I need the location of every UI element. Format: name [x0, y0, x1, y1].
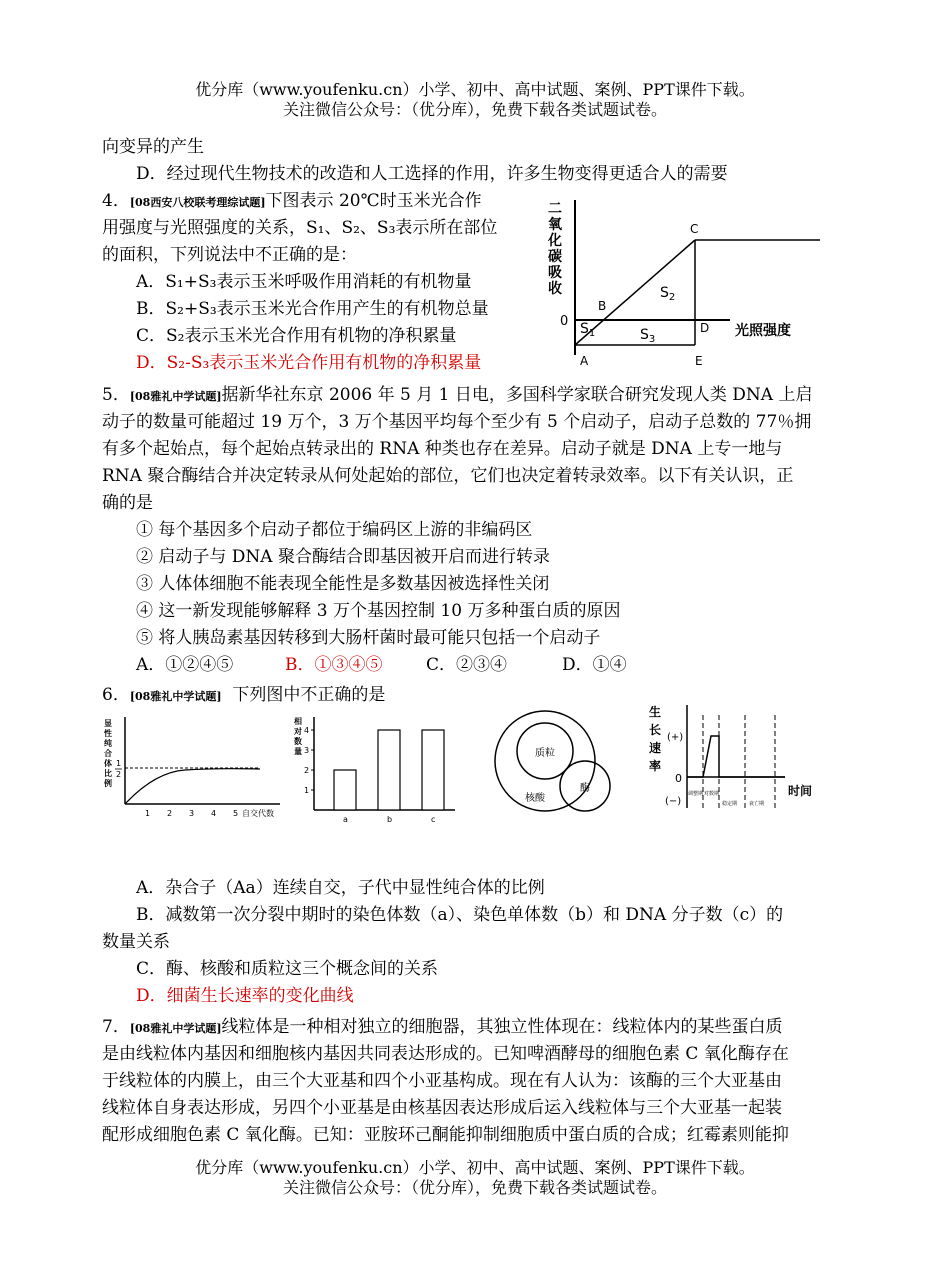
- q6-figa-curve: [125, 769, 260, 804]
- q4-graph-ylabel-2: 氧: [548, 217, 562, 233]
- q7-stem-line3: 于线粒体的内膜上，由三个大亚基和四个小亚基构成。现在有人认为：该酶的三个大亚基由: [102, 1071, 782, 1091]
- q6-figa-ylabel-5: 体: [104, 759, 112, 768]
- q6-figa-ylabel-7: 例: [104, 779, 112, 788]
- q4-graph-s3: $S_3$: [640, 327, 656, 345]
- q6-stem-line: [102, 682, 385, 710]
- q4-stem-line2: 用强度与光照强度的关系，S₁、S₂、S₃表示所在部位: [102, 218, 498, 238]
- q5-stem-line3: 有多个起始点，每个起始点转录出的 RNA 种类也存在差异。启动子就是 DNA 上专一地与: [102, 439, 783, 459]
- q7-source-tag: [08雅礼中学试题]: [129, 1022, 222, 1035]
- q5-stem-text: 据新华社东京 2006 年 5 月 1 日电，多国科学家联合研究发现人类 DNA 上启: [221, 385, 813, 405]
- page-footer-line2: 关注微信公众号：（优分库），免费下载各类试题试卷。: [282, 1178, 667, 1197]
- q5-statement-1: ① 每个基因多个启动子都位于编码区上游的非编码区: [136, 520, 533, 540]
- q5-statement-2: ② 启动子与 DNA 聚合酶结合即基因被开启而进行转录: [136, 547, 550, 567]
- q6-figd-xlabel: 时间: [788, 784, 813, 798]
- q6-figb-category-c: c: [431, 815, 436, 824]
- prev-option-d: D．经过现代生物技术的改造和人工选择的作用，许多生物变得更适合人的需要: [136, 164, 728, 184]
- q6-figb-ytick: 2: [304, 766, 310, 775]
- q6-figb-ytick: 3: [304, 746, 310, 755]
- q6-figa-xtick-3: 3: [189, 809, 195, 818]
- q4-option-d: D．S₂-S₃表示玉米光合作用有机物的净积累量: [136, 353, 482, 373]
- q6-figc-enzyme-label: 酶: [580, 783, 590, 794]
- q6-figa-ylabel-4: 合: [104, 749, 112, 758]
- q7-number: 7．: [102, 1017, 130, 1037]
- q5-stem-line2: 动子的数量可能超过 19 万个，3 万个基因平均每个至少有 5 个启动子，启动子总数的 77％拥: [102, 412, 812, 432]
- q6-figb-ytick: 4: [304, 726, 310, 735]
- q4-graph-point-d: D: [700, 321, 710, 335]
- q5-stem-line1: [102, 382, 812, 410]
- q4-stem-text: 下图表示 20℃时玉米光合作: [265, 191, 482, 211]
- q6-figb-ylabel-4: 量: [294, 747, 302, 756]
- q6-figa-ylabel-2: 性: [104, 729, 112, 738]
- q6-figb-bar-b: [378, 730, 400, 810]
- q4-graph-s2: $S_2$: [660, 285, 676, 303]
- q4-graph-point-a: A: [580, 354, 589, 368]
- q6-option-d: D．细菌生长速率的变化曲线: [136, 986, 354, 1006]
- q4-graph-xlabel: 光照强度: [735, 323, 791, 339]
- q4-stem-line1: [102, 188, 482, 216]
- prev-continuation: 向变异的产生: [102, 137, 204, 157]
- q6-figd-rate-curve: [687, 736, 785, 777]
- q4-option-a: A．S₁+S₃表示玉米呼吸作用消耗的有机物量: [136, 272, 472, 292]
- q6-figd-minus: (−): [665, 796, 682, 807]
- q4-graph-s1: $S_1$: [580, 321, 596, 339]
- q4-graph-ylabel-4: 碳: [548, 249, 562, 265]
- q6-option-c: C．酶、核酸和质粒这三个概念间的关系: [136, 959, 439, 979]
- q5-option-c: C．②③④: [426, 655, 508, 675]
- q6-figb-ytick: 1: [304, 786, 310, 795]
- q6-option-b-line2: 数量关系: [102, 932, 170, 952]
- q6-figa-xlabel: 自交代数: [242, 809, 274, 818]
- q6-option-b-line1: B．减数第一次分裂中期时的染色体数（a）、染色单体数（b）和 DNA 分子数（c）的: [136, 905, 784, 925]
- q6-figb-bar-a: [334, 770, 356, 810]
- q7-stem-text: 线粒体是一种相对独立的细胞器，其独立性体现在：线粒体内的某些蛋白质: [221, 1017, 783, 1037]
- page-header-line2: 关注微信公众号：（优分库），免费下载各类试题试卷。: [282, 100, 667, 119]
- q5-stem-line4: RNA 聚合酶结合并决定转录从何处起始的部位，它们也决定着转录效率。以下有关认识，正: [102, 466, 794, 486]
- q6-figa-ylabel-6: 比: [104, 769, 112, 778]
- q6-figa-y-tick-num: 1: [116, 759, 122, 768]
- q6-figd-ylabel-1: 生: [649, 705, 662, 719]
- q4-graph-ylabel-1: 二: [548, 201, 562, 217]
- q6-stem-text: 下列图中不正确的是: [232, 685, 386, 705]
- q6-figure-a: [100, 712, 295, 832]
- q5-statement-3: ③ 人体体细胞不能表现全能性是多数基因被选择性关闭: [136, 574, 550, 594]
- q4-graph-point-e: E: [695, 354, 703, 368]
- q6-figd-phase-3: 稳定期: [722, 801, 738, 807]
- q4-option-b: B．S₂+S₃表示玉米光合作用产生的有机物总量: [136, 299, 489, 319]
- q6-number: 6．: [102, 685, 130, 705]
- q6-figa-xtick-2: 2: [167, 809, 173, 818]
- q6-figd-ylabel-2: 长: [649, 723, 662, 737]
- q4-graph-ylabel-6: 收: [548, 281, 562, 297]
- q6-figb-bar-c: [422, 730, 444, 810]
- q7-stem-line2: 是由线粒体内基因和细胞核内基因共同表达形成的。已知啤酒酵母的细胞色素 C 氧化酶存在: [102, 1044, 789, 1064]
- q6-figure-d: [645, 700, 830, 810]
- q4-graph-point-b: B: [598, 299, 607, 313]
- q7-stem-line5: 配形成细胞色素 C 氧化酶。已知：亚胺环己酮能抑制细胞质中蛋白质的合成；红霉素则能抑: [102, 1125, 789, 1145]
- q6-option-a: A．杂合子（Aa）连续自交，子代中显性纯合体的比例: [136, 878, 545, 898]
- q6-figd-ylabel-4: 率: [649, 759, 662, 773]
- q6-figa-xtick-4: 4: [211, 809, 217, 818]
- q4-graph-origin: 0: [560, 314, 569, 329]
- q6-figure-c: [490, 706, 620, 826]
- q6-figb-ylabel-3: 数: [294, 737, 302, 746]
- q6-figure-b: [290, 712, 470, 832]
- q5-option-b: B．①③④⑤: [285, 655, 383, 675]
- q6-figb-ylabel-1: 相: [294, 717, 302, 726]
- q4-source-tag: [08西安八校联考理综试题]: [129, 196, 266, 209]
- q6-figd-phase-1: 调整期: [688, 791, 704, 797]
- q5-statement-5: ⑤ 将人胰岛素基因转移到大肠杆菌时最可能只包括一个启动子: [136, 628, 601, 648]
- q5-number: 5．: [102, 385, 130, 405]
- q6-figd-phase-2: 对数期: [704, 791, 720, 797]
- q6-figd-zero: 0: [675, 772, 682, 785]
- q5-stem-line5: 确的是: [102, 493, 153, 513]
- q4-graph-point-c: C: [690, 222, 699, 236]
- q6-figb-category-a: a: [343, 815, 348, 824]
- q5-source-tag: [08雅礼中学试题]: [129, 390, 222, 403]
- q4-option-c: C．S₂表示玉米光合作用有机物的净积累量: [136, 326, 457, 346]
- q6-figa-xtick-5: 5: [233, 809, 239, 818]
- q4-graph: [540, 195, 830, 375]
- q4-stem-line3: 的面积，下列说法中不正确的是：: [102, 245, 357, 265]
- q6-figd-plus: (+): [667, 732, 684, 743]
- q6-figb-ylabel-2: 对: [294, 727, 302, 736]
- q4-graph-ylabel-3: 化: [548, 233, 562, 249]
- q6-figa-ylabel-1: 显: [104, 719, 112, 728]
- q6-figa-ylabel-3: 纯: [104, 739, 112, 748]
- q7-stem-line1: [102, 1014, 783, 1042]
- q6-figd-phase-4: 衰亡期: [749, 801, 765, 807]
- q6-figc-nucleic-acid-label: 核酸: [525, 793, 545, 804]
- q6-figa-xtick-1: 1: [145, 809, 151, 818]
- q5-option-a: A．①②④⑤: [136, 655, 234, 675]
- q7-stem-line4: 线粒体自身表达形成，另四个小亚基是由核基因表达形成后运入线粒体与三个大亚基一起装: [102, 1098, 782, 1118]
- q4-graph-ylabel-5: 吸: [548, 265, 562, 281]
- q5-statement-4: ④ 这一新发现能够解释 3 万个基因控制 10 万多种蛋白质的原因: [136, 601, 621, 621]
- q5-option-d: D．①④: [562, 655, 627, 675]
- q6-source-tag: [08雅礼中学试题]: [129, 690, 222, 703]
- q6-figd-ylabel-3: 速: [649, 741, 662, 755]
- q4-number: 4．: [102, 191, 130, 211]
- page-footer-line1: 优分库（www.youfenku.cn）小学、初中、高中试题、案例、PPT课件下载。: [195, 1158, 755, 1177]
- q6-figa-y-tick-den: 2: [116, 770, 122, 779]
- page-header-line1: 优分库（www.youfenku.cn）小学、初中、高中试题、案例、PPT课件下载。: [195, 80, 755, 99]
- q6-figc-plasmid-label: 质粒: [535, 748, 555, 759]
- q6-figb-category-b: b: [387, 815, 393, 824]
